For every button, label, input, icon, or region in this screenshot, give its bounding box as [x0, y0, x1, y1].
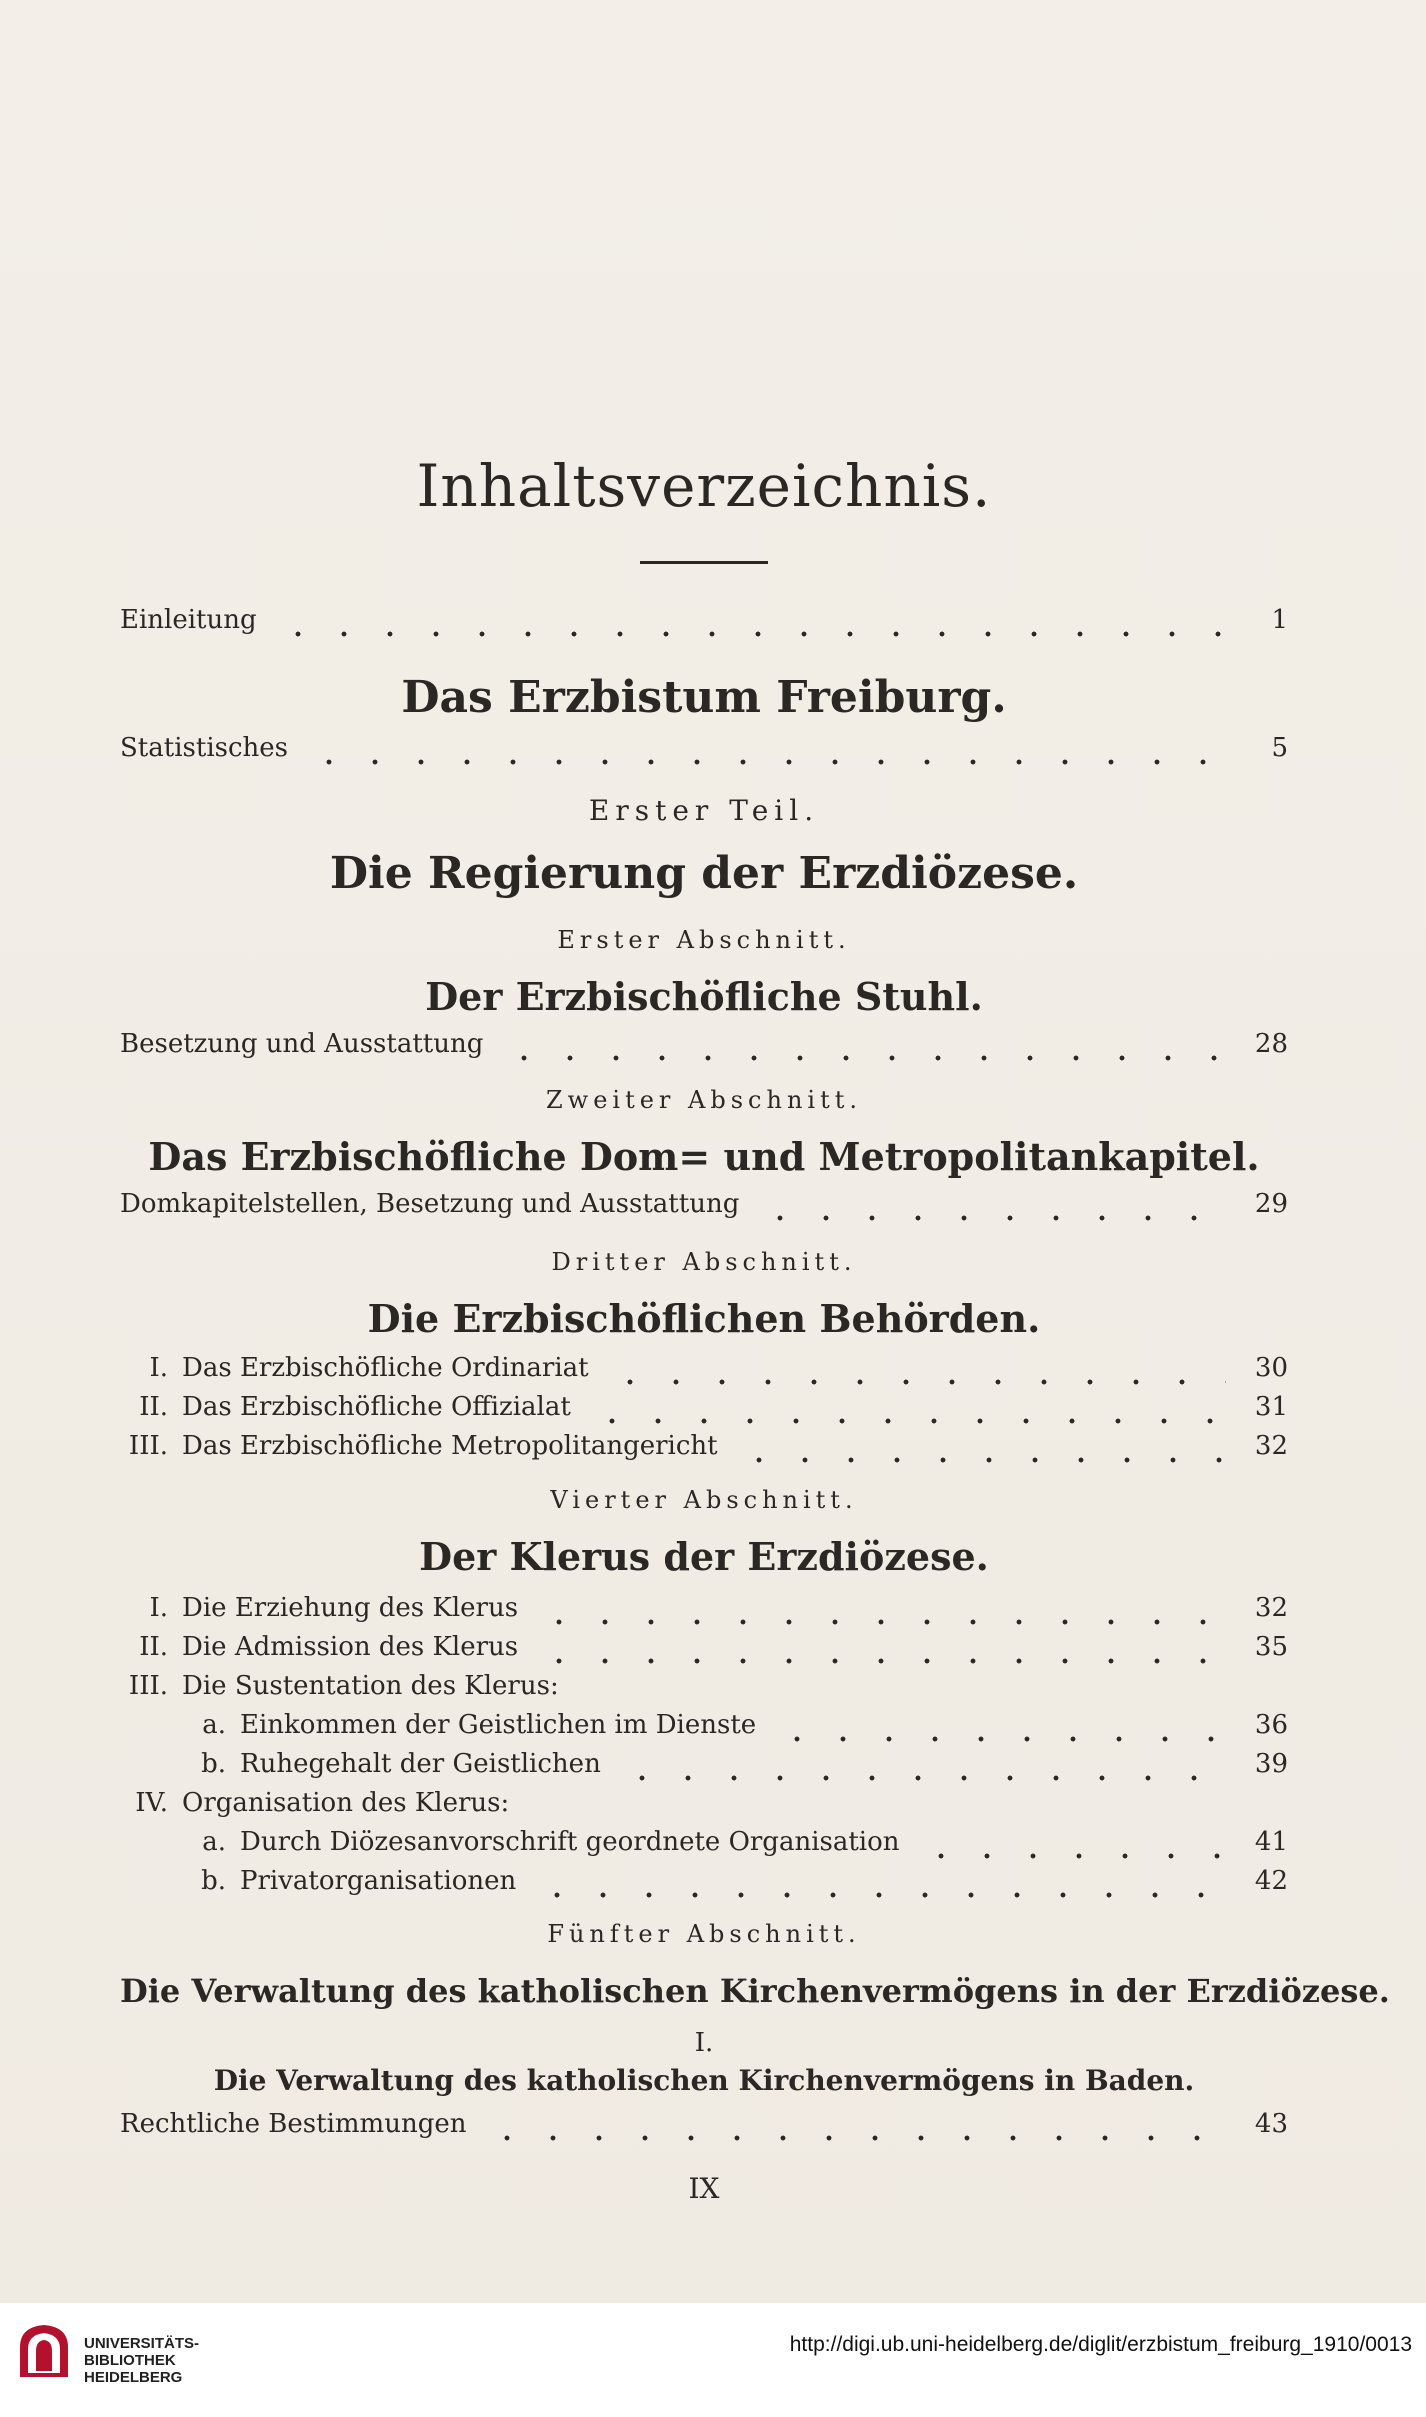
- subsection-number: I.: [694, 2028, 714, 2058]
- toc-entry: [120, 1588, 1288, 1628]
- entry-page: 42: [1254, 1866, 1288, 1896]
- section-title: Der Erzbischöfliche Stuhl.: [425, 974, 983, 1019]
- toc-entry: [120, 1348, 1288, 1388]
- dot-leader: [493, 1024, 1226, 1064]
- page-title: Inhaltsverzeichnis.: [416, 452, 992, 520]
- dot-leader: [910, 1822, 1226, 1862]
- dot-leader: [528, 1627, 1226, 1667]
- entry-number: I.: [149, 1353, 168, 1383]
- toc-entry-statistisches: [120, 728, 1288, 768]
- entry-label: Die Admission des Klerus: [182, 1632, 519, 1662]
- entry-letter: a.: [202, 1710, 226, 1740]
- entry-page: 41: [1254, 1827, 1288, 1857]
- entry-number: IV.: [135, 1788, 168, 1818]
- entry-number: II.: [139, 1392, 168, 1422]
- dot-leader: [611, 1744, 1226, 1784]
- section-label: Fünfter Abschnitt.: [547, 1920, 861, 1948]
- dot-leader: [599, 1348, 1226, 1388]
- entry-label: Organisation des Klerus:: [182, 1788, 510, 1818]
- entry-number: III.: [128, 1431, 168, 1461]
- digitization-footer: [0, 2303, 1426, 2417]
- dot-leader: [581, 1387, 1226, 1427]
- institution-line: BIBLIOTHEK: [84, 2352, 176, 2369]
- section-label: Erster Abschnitt.: [557, 926, 851, 954]
- toc-subentry: [120, 1822, 1288, 1862]
- entry-number: I.: [149, 1593, 168, 1623]
- part-label: Erster Teil.: [588, 794, 820, 827]
- entry-page: 31: [1254, 1392, 1288, 1422]
- part-title: Die Regierung der Erzdiözese.: [329, 848, 1079, 899]
- subsection-title: Die Verwaltung des katholischen Kirchenvermögens in Baden.: [213, 2064, 1195, 2097]
- entry-label: Das Erzbischöfliche Ordinariat: [182, 1353, 589, 1383]
- entry-number: III.: [128, 1671, 168, 1701]
- toc-entry: [120, 1387, 1288, 1427]
- entry-label: Ruhegehalt der Geistlichen: [240, 1749, 601, 1779]
- entry-page: 5: [1271, 733, 1288, 763]
- page-number: IX: [688, 2172, 720, 2205]
- source-url[interactable]: http://digi.ub.uni-heidelberg.de/diglit/erzbistum_freiburg_1910/0013: [789, 2333, 1412, 2356]
- entry-label: Die Erziehung des Klerus: [182, 1593, 519, 1623]
- toc-entry: [120, 2104, 1288, 2144]
- toc-entry: [120, 1783, 1288, 1823]
- dot-leader: [526, 1861, 1226, 1901]
- entry-label: Domkapitelstellen, Besetzung und Ausstattung: [120, 1189, 740, 1219]
- entry-page: 28: [1254, 1029, 1288, 1059]
- entry-page: 1: [1271, 605, 1288, 635]
- dot-leader: [528, 1588, 1226, 1628]
- entry-label: Das Erzbischöfliche Metropolitangericht: [182, 1431, 718, 1461]
- toc-subentry: [120, 1705, 1288, 1745]
- section-title: Die Verwaltung des katholischen Kirchenvermögens in der Erzdiözese.: [120, 1972, 1390, 2010]
- institution-line: UNIVERSITÄTS-: [84, 2335, 200, 2352]
- library-logo-icon: [14, 2319, 74, 2383]
- entry-label: Rechtliche Bestimmungen: [120, 2109, 467, 2139]
- toc-entry-einleitung: [120, 600, 1288, 640]
- entry-letter: b.: [201, 1866, 226, 1896]
- entry-label: Privatorganisationen: [240, 1866, 517, 1896]
- entry-page: 32: [1254, 1431, 1288, 1461]
- title-rule: [640, 561, 768, 564]
- dot-leader: [298, 728, 1226, 768]
- entry-number: II.: [139, 1632, 168, 1662]
- entry-page: 35: [1254, 1632, 1288, 1662]
- section-label: Zweiter Abschnitt.: [545, 1086, 862, 1114]
- dot-leader: [267, 600, 1226, 640]
- entry-label: Statistisches: [120, 733, 289, 763]
- section-label: Vierter Abschnitt.: [550, 1486, 858, 1514]
- entry-label: Einkommen der Geistlichen im Dienste: [240, 1710, 757, 1740]
- toc-entry: [120, 1024, 1288, 1064]
- entry-label: Die Sustentation des Klerus:: [182, 1671, 559, 1701]
- dot-leader: [749, 1184, 1226, 1224]
- dot-leader: [476, 2104, 1226, 2144]
- toc-entry: [120, 1627, 1288, 1667]
- section-title: Die Erzbischöflichen Behörden.: [367, 1296, 1041, 1341]
- entry-label: Besetzung und Ausstattung: [120, 1029, 484, 1059]
- section-label: Dritter Abschnitt.: [551, 1248, 857, 1276]
- toc-subentry: [120, 1861, 1288, 1901]
- entry-page: 32: [1254, 1593, 1288, 1623]
- entry-label: Durch Diözesanvorschrift geordnete Organisation: [240, 1827, 900, 1857]
- entry-label: Einleitung: [120, 605, 257, 635]
- entry-page: 36: [1254, 1710, 1288, 1740]
- toc-entry: [120, 1184, 1288, 1224]
- section-title: Das Erzbischöfliche Dom= und Metropolitankapitel.: [148, 1134, 1260, 1179]
- institution-name: [84, 2335, 199, 2386]
- entry-label: Das Erzbischöfliche Offizialat: [182, 1392, 571, 1422]
- entry-page: 43: [1254, 2109, 1288, 2139]
- part-header: Das Erzbistum Freiburg.: [401, 672, 1007, 723]
- entry-page: 29: [1254, 1189, 1288, 1219]
- entry-page: 39: [1254, 1749, 1288, 1779]
- entry-page: 30: [1254, 1353, 1288, 1383]
- toc-entry: [120, 1666, 1288, 1706]
- toc-entry: [120, 1426, 1288, 1466]
- toc-subentry: [120, 1744, 1288, 1784]
- section-title: Der Klerus der Erzdiözese.: [419, 1534, 989, 1579]
- entry-letter: a.: [202, 1827, 226, 1857]
- dot-leader: [766, 1705, 1226, 1745]
- institution-line: HEIDELBERG: [84, 2369, 183, 2386]
- dot-leader: [728, 1426, 1226, 1466]
- entry-letter: b.: [201, 1749, 226, 1779]
